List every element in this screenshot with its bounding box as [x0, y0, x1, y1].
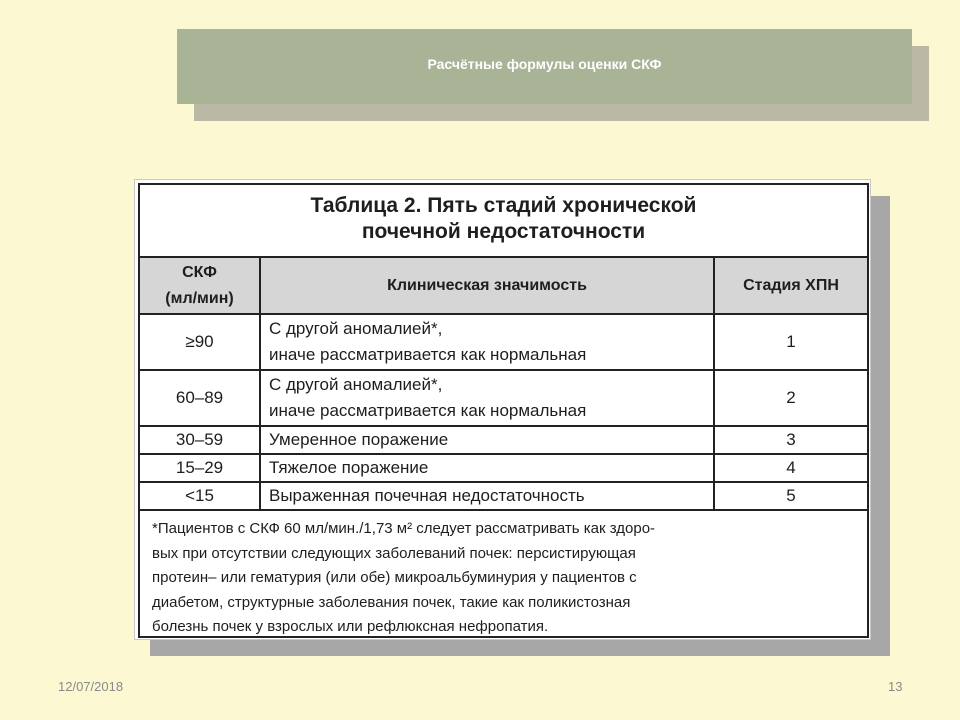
table-heading-line1: Таблица 2. Пять стадий хронической: [310, 194, 697, 217]
significance-line2: иначе рассматривается как нормальная: [269, 345, 587, 364]
table-row: [140, 455, 867, 483]
table-image: [134, 179, 871, 640]
slide-title-text: Расчётные формулы оценки СКФ: [427, 55, 662, 72]
slide-date: 12/07/2018: [58, 679, 124, 694]
table-row: [140, 371, 867, 427]
stage-cell: 1: [786, 332, 796, 351]
significance-cell: Тяжелое поражение: [261, 455, 715, 481]
table-heading: [140, 185, 867, 258]
significance-cell: [261, 315, 715, 369]
gfr-cell: 30–59: [140, 427, 261, 453]
table-row: [140, 427, 867, 455]
gfr-cell: <15: [140, 483, 261, 509]
header-stage: Стадия ХПН: [743, 276, 839, 294]
stage-cell: 5: [786, 486, 796, 505]
table-heading-line2: почечной недостаточности: [361, 220, 646, 243]
ckd-stages-table: [138, 183, 869, 638]
footnote-line: вых при отсутствии следующих заболеваний почек: персистирующая: [152, 544, 636, 562]
slide-title: [177, 29, 912, 104]
gfr-cell: 60–89: [140, 371, 261, 425]
gfr-cell: ≥90: [140, 315, 261, 369]
table-row: [140, 315, 867, 371]
slide-number: 13: [888, 679, 903, 694]
significance-line1: С другой аномалией*,: [269, 375, 443, 394]
significance-cell: Выраженная почечная недостаточность: [261, 483, 715, 509]
significance-line2: иначе рассматривается как нормальная: [269, 401, 587, 420]
significance-cell: Умеренное поражение: [261, 427, 715, 453]
table-row: [140, 483, 867, 511]
gfr-cell: 15–29: [140, 455, 261, 481]
table-header-row: [140, 258, 867, 315]
significance-cell: [261, 371, 715, 425]
stage-cell: 4: [786, 458, 796, 477]
header-gfr: [140, 258, 261, 313]
header-gfr-line1: СКФ: [182, 263, 217, 281]
header-significance: Клиническая значимость: [261, 258, 715, 313]
stage-cell: 2: [786, 388, 796, 407]
stage-cell: 3: [786, 430, 796, 449]
footnote-line: болезнь почек у взрослых или рефлюксная нефропатия.: [152, 618, 549, 635]
header-gfr-line2: (мл/мин): [165, 289, 234, 307]
table-footnote: [140, 511, 867, 640]
significance-line1: С другой аномалией*,: [269, 319, 443, 338]
footnote-line: протеин– или гематурия (или обе) микроальбуминурия у пациентов с: [152, 569, 637, 586]
footnote-line: *Пациентов с СКФ 60 мл/мин./1,73 м² следует рассматривать как здоро-: [152, 520, 656, 537]
footnote-line: диабетом, структурные заболевания почек, такие как поликистозная: [152, 593, 631, 611]
